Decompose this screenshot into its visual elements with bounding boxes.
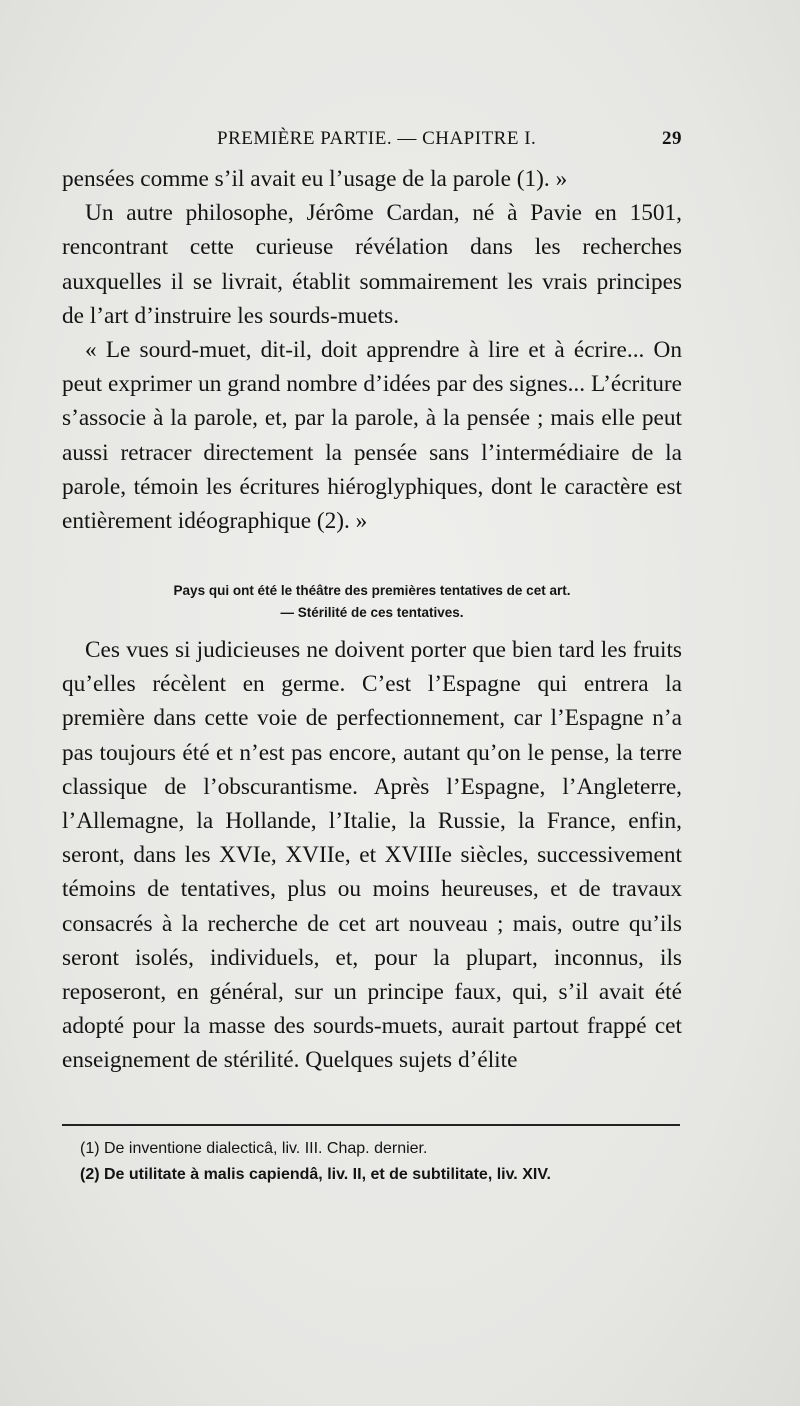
- body-text-lower: [62, 633, 682, 1078]
- paragraph-quotation: « Le sourd-muet, dit-il, doit apprendre à lire et à écrire... On peut exprimer un grand nombre d’idées par des signes... L’écriture s’associe à la parole, et, par la parole, à la pensée ; mais elle peut aussi retracer directement la pensée sans l’intermédiaire de la parole, témoin les écritures hiéroglyphiques, dont le caractère est entièrement idéographique (2). »: [62, 337, 682, 535]
- footnote-2: (2) De utilitate à malis capiendâ, liv. II, et de subtilitate, liv. XIV.: [80, 1166, 551, 1183]
- sidenote-line-1: Pays qui ont été le théâtre des premières tentatives de cet art.: [173, 583, 571, 598]
- running-title: PREMIÈRE PARTIE. — CHAPITRE I.: [217, 128, 537, 149]
- body-text-upper: [62, 162, 682, 538]
- footnote-rule: [62, 1124, 680, 1126]
- paragraph-continuation: pensées comme s’il avait eu l’usage de la parole (1). »: [62, 166, 568, 192]
- sidenote-line-2: — Stérilité de ces tentatives.: [280, 605, 464, 620]
- footnote-1: (1) De inventione dialecticâ, liv. III. Chap. dernier.: [80, 1140, 428, 1157]
- running-head: [62, 128, 682, 154]
- paragraph-spain: Ces vues si judicieuses ne doivent porter que bien tard les fruits qu’elles récèlent en germe. C’est l’Espagne qui entrera la première dans cette voie de perfectionnement, car l’Espagne n’a pas toujours été et n’est pas encore, autant qu’on le pense, la terre classique de l’obscurantisme. Après l’Espagne, l’Angleterre, l’Allemagne, la Hollande, l’Italie, la Russie, la France, enfin, seront, dans les XVIe, XVIIe, et XVIIIe siècles, successivement témoins de tentatives, plus ou moins heureuses, et de travaux consacrés à la recherche de cet art nouveau ; mais, outre qu’ils seront isolés, individuels, et, pour la plupart, inconnus, ils reposeront, en général, sur un principe faux, qui, s’il avait été adopté pour la masse des sourds-muets, aurait partout frappé cet enseignement de stérilité. Quelques sujets d’élite: [62, 637, 682, 1074]
- footnotes: [80, 1136, 680, 1188]
- page-number: 29: [662, 128, 682, 149]
- paragraph-cardan: Un autre philosophe, Jérôme Cardan, né à Pavie en 1501, rencontrant cette curieuse révélation dans les recherches auxquelles il se livrait, établit sommairement les vrais principes de l’art d’instruire les sourds-muets.: [62, 200, 682, 329]
- section-sidenote: [62, 580, 682, 624]
